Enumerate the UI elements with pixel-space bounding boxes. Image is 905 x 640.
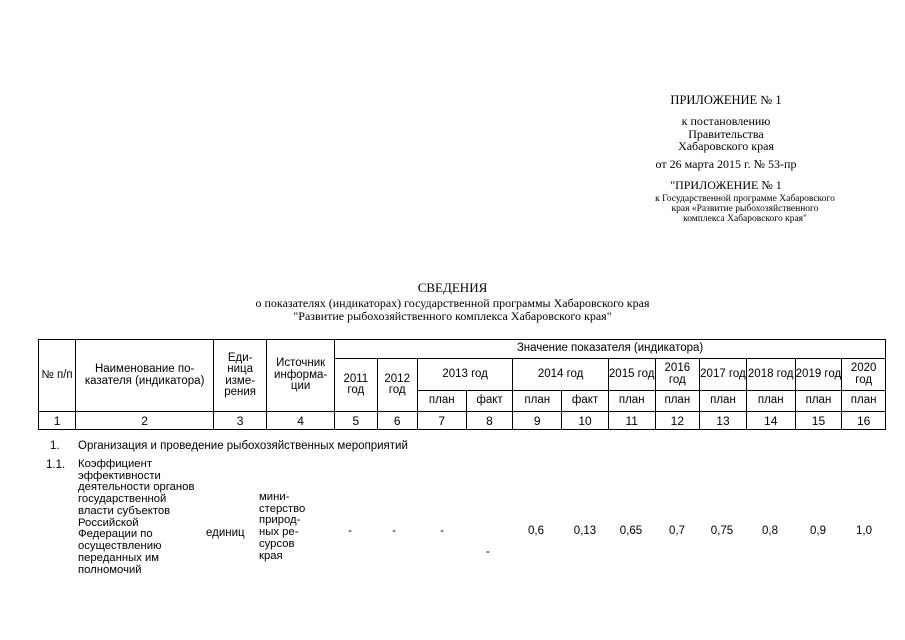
column-number: 14	[746, 412, 795, 430]
value-2011: -	[348, 525, 352, 537]
value-2013-fact: -	[486, 546, 490, 558]
value-2017-plan: 0,75	[710, 525, 734, 537]
value-2016-plan: 0,7	[669, 525, 685, 537]
header-2016-plan: план	[655, 391, 700, 412]
section-title: Организация и проведение рыбохозяйственных мероприятий	[78, 440, 408, 452]
column-number-row	[39, 412, 886, 430]
indicator-unit: единиц	[206, 527, 245, 539]
header-2018-plan: план	[746, 391, 795, 412]
header-2016: 2016 год	[655, 359, 700, 391]
section-number: 1.	[50, 440, 60, 452]
value-2013-plan: -	[440, 525, 444, 537]
header-2015-plan: план	[608, 391, 655, 412]
document-subtitle	[0, 297, 905, 322]
column-number: 16	[842, 412, 886, 430]
column-number: 13	[700, 412, 747, 430]
document-title: СВЕДЕНИЯ	[417, 280, 488, 295]
header-2013-fact: факт	[466, 391, 513, 412]
indicator-source: мини- стерство природ- ных ре- сурсов края	[259, 491, 306, 562]
header-2015: 2015 год	[608, 359, 655, 391]
header-source: Источник информа- ции	[267, 340, 335, 412]
header-2019: 2019 год	[795, 359, 842, 391]
indicators-table	[38, 339, 886, 430]
annex-line-3: Хабаровского края	[678, 139, 774, 154]
value-2018-plan: 0,8	[762, 525, 778, 537]
annex2-line-2: края «Развитие рыбохозяйственного	[671, 203, 819, 214]
header-2014-fact: факт	[562, 391, 609, 412]
header-value: Значение показателя (индикатора)	[335, 340, 886, 359]
header-name: Наименование по- казателя (индикатора)	[76, 340, 214, 412]
column-number: 15	[795, 412, 842, 430]
annex2-line-3: комплекса Хабаровского края"	[683, 213, 807, 224]
annex-date: от 26 марта 2015 г. № 53-пр	[655, 157, 797, 171]
header-num: № п/п	[39, 340, 76, 412]
annex2-title: "ПРИЛОЖЕНИЕ № 1	[670, 178, 782, 192]
indicator-number: 1.1.	[46, 459, 66, 471]
header-2011: 2011 год	[335, 359, 377, 412]
annex-title: ПРИЛОЖЕНИЕ № 1	[670, 93, 782, 107]
header-2012: 2012 год	[377, 359, 417, 412]
header-2020: 2020 год	[842, 359, 886, 391]
column-number: 2	[76, 412, 214, 430]
column-number: 5	[335, 412, 377, 430]
header-2014-plan: план	[513, 391, 562, 412]
value-2014-plan: 0,6	[528, 525, 544, 537]
header-unit: Еди- ница изме- рения	[214, 340, 267, 412]
header-2017: 2017 год	[700, 359, 747, 391]
subtitle-line-2: "Развитие рыбохозяйственного комплекса Хабаровского края"	[293, 308, 612, 323]
value-2019-plan: 0,9	[810, 525, 826, 537]
column-number: 7	[417, 412, 466, 430]
column-number: 1	[39, 412, 76, 430]
header-2013-plan: план	[417, 391, 466, 412]
annex2-line-1: к Государственной программе Хабаровского	[655, 194, 835, 204]
annex-line-1: к постановлению	[681, 114, 771, 128]
header-2018: 2018 год	[746, 359, 795, 391]
value-2020-plan: 1,0	[856, 525, 872, 537]
annex-line-2: Правительства	[688, 126, 764, 141]
header-2013: 2013 год	[417, 359, 513, 391]
header-2017-plan: план	[700, 391, 747, 412]
header-2014: 2014 год	[513, 359, 609, 391]
value-2014-fact: 0,13	[573, 525, 597, 537]
column-number: 11	[608, 412, 655, 430]
header-2019-plan: план	[795, 391, 842, 412]
column-number: 8	[466, 412, 513, 430]
column-number: 12	[655, 412, 700, 430]
indicator-name: Коэффициент эффективности деятельности органов государственной власти субъектов Российской Федерации по осуществлению переданных им полномочий	[78, 458, 195, 576]
column-number: 10	[562, 412, 609, 430]
column-number: 3	[214, 412, 267, 430]
annex-resolution-ref	[636, 115, 816, 153]
column-number: 6	[377, 412, 417, 430]
value-2015-plan: 0,65	[619, 525, 643, 537]
column-number: 4	[267, 412, 335, 430]
subtitle-line-1: о показателях (индикаторах) государственной программы Хабаровского края	[255, 296, 650, 310]
value-2012: -	[392, 525, 396, 537]
column-number: 9	[513, 412, 562, 430]
header-2020-plan: план	[842, 391, 886, 412]
annex2-program-ref	[620, 195, 870, 225]
